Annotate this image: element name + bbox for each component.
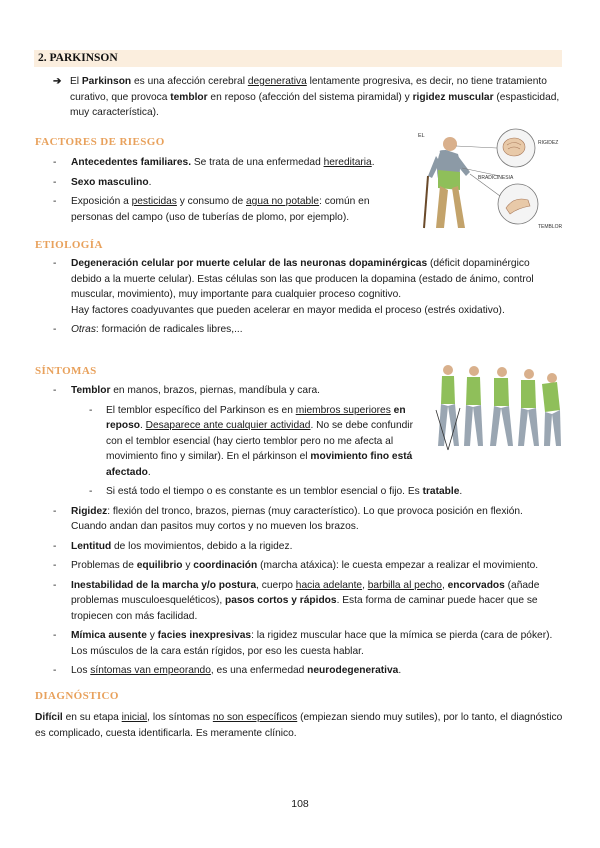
item-text: Los xyxy=(71,665,91,676)
item-bold: Temblor xyxy=(71,385,111,396)
list-item xyxy=(34,155,404,171)
item-text: y xyxy=(146,630,158,641)
list-item xyxy=(34,578,559,625)
list-item xyxy=(34,194,404,225)
intro-bold: Parkinson xyxy=(81,76,132,87)
item-text: Problemas de xyxy=(71,560,137,571)
sintomas-heading: SÍNTOMAS xyxy=(35,365,97,377)
item-bold: Degeneración celular por muerte celular de las neuronas dopaminérgicas xyxy=(71,258,428,269)
etiologia-heading: ETIOLOGÍA xyxy=(35,239,103,251)
item-text: . xyxy=(139,420,146,431)
item-text: , xyxy=(441,579,448,591)
page-number: 108 xyxy=(291,798,309,810)
item-bold: Sexo masculino xyxy=(71,176,149,188)
diagnostico-paragraph xyxy=(35,710,563,741)
item-bold: coordinación xyxy=(193,560,258,571)
item-bold: equilibrio xyxy=(136,560,183,571)
list-item xyxy=(34,322,554,338)
item-bold: neurodegenerativa xyxy=(307,665,399,676)
item-text: . xyxy=(459,486,463,497)
item-bold: tratable xyxy=(422,486,460,497)
item-text: , xyxy=(362,579,368,591)
sub-list-item xyxy=(34,484,559,500)
item-text: , cuerpo xyxy=(256,579,296,591)
item-text: : flexión del tronco, brazos, piernas (muy característico). Lo que provoca posición en flexión. Cuando andan dan pasitos muy cortos y no mueven los brazos. xyxy=(71,505,523,532)
item-text: de los movimientos, debido a la rigidez. xyxy=(111,540,293,552)
intro-text: es una afección cerebral xyxy=(131,76,248,87)
item-text: en su etapa xyxy=(62,712,122,723)
item-bold: pasos cortos y rápidos xyxy=(225,595,337,606)
factores-list xyxy=(34,155,404,225)
intro-paragraph xyxy=(34,74,564,121)
list-item xyxy=(34,256,554,318)
list-item xyxy=(34,558,559,574)
intro-underline: degenerativa xyxy=(247,76,307,87)
item-text: Si está todo el tiempo o es constante es un temblor esencial o fijo. Es xyxy=(106,486,423,497)
item-text: . Esta forma de caminar puede hacer que se tropiecen con más facilidad. xyxy=(71,595,538,622)
item-text: y consumo de xyxy=(176,196,246,207)
item-underline: inicial xyxy=(121,712,148,723)
item-text: El temblor específico del Parkinson es en xyxy=(106,404,296,416)
item-text: , es una enfermedad xyxy=(210,665,308,676)
item-bold: Lentitud xyxy=(71,540,112,552)
item-underline: miembros superiores xyxy=(295,404,391,416)
intro-text: (espasticidad, muy característica). xyxy=(70,91,560,118)
item-bold: Mímica ausente xyxy=(71,630,147,641)
item-text: Exposición a xyxy=(71,196,132,207)
item-italic: Otras xyxy=(71,324,96,335)
item-underline: hereditaria xyxy=(323,157,372,168)
figure-label-temblor: TEMBLOR xyxy=(538,224,563,230)
diagnostico-heading: DIAGNÓSTICO xyxy=(35,690,119,702)
item-bold: Difícil xyxy=(35,712,63,723)
intro-text: lentamente progresiva, es decir, no tiene tratamiento curativo, que provoca xyxy=(70,76,547,103)
item-bold: en reposo xyxy=(106,404,406,431)
item-text: : común en personas del campo (uso de tuberías de plomo, por ejemplo). xyxy=(71,196,370,223)
item-text: y xyxy=(182,560,194,571)
item-underline: agua no potable xyxy=(246,196,320,207)
item-text: (empiezan siendo muy sutiles), por lo tanto, el diagnóstico es complicado, cuesta identificarla. Es meramente clínico. xyxy=(35,712,563,739)
item-bold: facies inexpresivas xyxy=(157,630,252,641)
sintomas-list xyxy=(34,383,559,679)
item-text: (déficit dopaminérgico debido a la muerte celular). Estas células son las que producen la dopamina (estado de ánimo, control muscular, movimiento), muy importante para cualquier proceso cognitivo. xyxy=(71,258,534,300)
item-bold: Antecedentes familiares. xyxy=(71,157,192,168)
item-text: . xyxy=(148,176,152,188)
factores-heading: FACTORES DE RIESGO xyxy=(35,136,165,148)
arrow-icon: ➔ xyxy=(53,76,62,87)
item-bold: encorvados xyxy=(447,579,505,591)
item-underline: barbilla al pecho xyxy=(367,579,442,591)
intro-text: El xyxy=(70,76,82,87)
item-text: Se trata de una enfermedad xyxy=(191,157,324,168)
intro-bold: rigidez muscular xyxy=(412,91,494,103)
item-underline: no son específicos xyxy=(212,712,298,723)
list-item xyxy=(34,175,404,191)
item-text: . xyxy=(371,157,375,168)
item-bold: Rigidez xyxy=(71,505,108,517)
item-underline: hacia adelante xyxy=(295,579,363,591)
etiologia-list xyxy=(34,256,554,338)
list-item xyxy=(34,663,559,679)
item-text: . xyxy=(398,665,402,676)
item-text: (marcha atáxica): le cuesta empezar a realizar el movimiento. xyxy=(257,560,539,571)
item-bold: Inestabilidad de la marcha y/o postura xyxy=(71,579,257,591)
item-text: (añade problemas musculoesqueléticos), xyxy=(71,579,540,606)
item-text: , los síntomas xyxy=(147,712,213,723)
item-text: : la rigidez muscular hace que la mímica se pierda (cara de póker). Los músculos de la cara están rígidos, por eso les cuesta hablar. xyxy=(71,630,553,657)
figure-label-bradicinesia: BRADICINESIA xyxy=(478,175,514,181)
parkinson-symptoms-illustration xyxy=(418,128,568,240)
item-underline: Desaparece ante cualquier actividad xyxy=(145,420,311,431)
list-item xyxy=(34,383,559,399)
sub-list-item xyxy=(34,403,422,481)
intro-bold: temblor xyxy=(170,91,208,103)
section-title: 2. PARKINSON xyxy=(34,50,562,67)
figure-label-tl: EL xyxy=(418,133,425,139)
item-text: Hay factores coadyuvantes que pueden acelerar en mayor medida el proceso (estrés oxidativo). xyxy=(71,304,505,316)
item-bold: movimiento fino está afectado xyxy=(106,451,413,478)
figure-label-rigidez: RIGIDEZ xyxy=(538,140,559,146)
list-item xyxy=(34,628,559,659)
item-text: . No se debe confundir con el temblor esencial (hay cierto temblor pero no me afecta al movimiento fino y similar). En el párkinson el xyxy=(106,420,413,462)
item-underline: pesticidas xyxy=(131,196,177,207)
item-text: : formación de radicales libres,... xyxy=(95,324,243,335)
item-underline: síntomas van empeorando xyxy=(90,665,211,676)
intro-text: en reposo (afección del sistema piramidal) y xyxy=(207,91,413,103)
list-item xyxy=(34,504,559,535)
item-text: en manos, brazos, piernas, mandíbula y cara. xyxy=(110,385,320,396)
item-text: . xyxy=(147,466,151,478)
list-item xyxy=(34,539,559,555)
